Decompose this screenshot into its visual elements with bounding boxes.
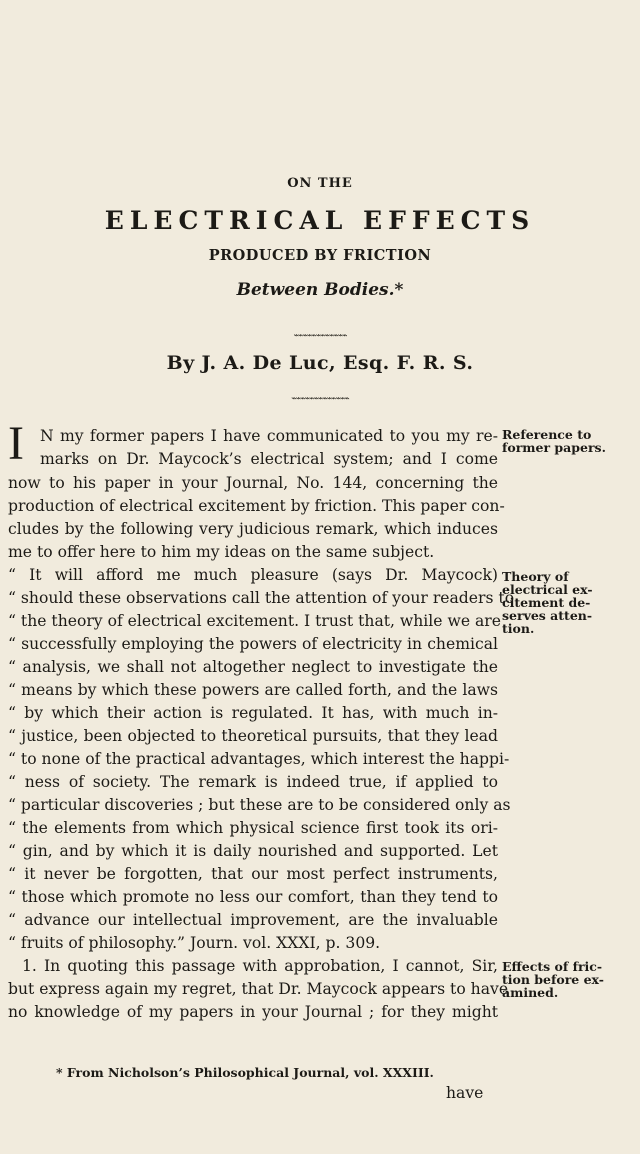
text-line: “ means by which these powers are called forth, and the laws bbox=[8, 681, 498, 699]
text-line: “ fruits of philosophy.” Journ. vol. XXXI, p. 309. bbox=[8, 934, 381, 952]
text-line: me to offer here to him my ideas on the same subject. bbox=[8, 543, 435, 561]
text-line: marks on Dr. Maycock’s electrical system; and I come bbox=[40, 450, 498, 468]
article-title: ELECTRICAL EFFECTS bbox=[104, 206, 536, 235]
article-subtitle: PRODUCED BY FRICTION bbox=[208, 247, 432, 264]
text-line: N my former papers I have communicated to you my re- bbox=[40, 427, 498, 445]
text-line: “ to none of the practical advantages, which interest the happi- bbox=[8, 750, 510, 768]
text-line: “ should these observations call the attention of your readers to bbox=[8, 589, 515, 607]
text-line: 1. In quoting this passage with approbation, I cannot, Sir, bbox=[22, 957, 498, 975]
text-line: production of electrical excitement by friction. This paper con- bbox=[8, 497, 505, 515]
text-line: “ it never be forgotten, that our most perfect instruments, bbox=[8, 865, 498, 883]
ornament-rule-bottom: ⌁⌁⌁⌁⌁⌁⌁⌁⌁⌁⌁⌁⌁ bbox=[291, 394, 349, 404]
footnote: * From Nicholson’s Philosophical Journal, vol. XXXIII. bbox=[56, 1065, 434, 1080]
text-line: “ successfully employing the powers of electricity in chemical bbox=[8, 635, 498, 653]
text-line: “ those which promote no less our comfort, than they tend to bbox=[8, 888, 498, 906]
text-line: “ ness of society. The remark is indeed true, if applied to bbox=[8, 773, 498, 791]
text-line: “ particular discoveries ; but these are to be considered only as bbox=[8, 796, 511, 814]
text-line: now to his paper in your Journal, No. 144, concerning the bbox=[8, 474, 498, 492]
text-line: “ the theory of electrical excitement. I trust that, while we are bbox=[8, 612, 501, 630]
text-line: “ the elements from which physical science first took its ori- bbox=[8, 819, 498, 837]
marginal-note-theory: Theory of electrical ex- citement de- serves atten- tion. bbox=[502, 569, 593, 636]
marginal-note-reference: Reference to former papers. bbox=[502, 427, 606, 455]
title-prefix: ON THE bbox=[287, 176, 353, 191]
text-line: “ by which their action is regulated. It has, with much in- bbox=[8, 704, 498, 722]
text-line: “ It will afford me much pleasure (says Dr. Maycock) bbox=[8, 566, 498, 584]
article-subtitle-italic: Between Bodies.* bbox=[236, 280, 404, 300]
text-line: “ justice, been objected to theoretical pursuits, that they lead bbox=[8, 727, 498, 745]
text-line: but express again my regret, that Dr. Maycock appears to have bbox=[8, 980, 509, 998]
catchword: have bbox=[446, 1084, 484, 1102]
text-line: “ advance our intellectual improvement, are the invaluable bbox=[8, 911, 498, 929]
text-line: no knowledge of my papers in your Journal ; for they might bbox=[8, 1003, 498, 1021]
marginal-note-effects: Effects of fric- tion before ex- amined. bbox=[502, 959, 604, 1000]
text-line: “ analysis, we shall not altogether neglect to investigate the bbox=[8, 658, 498, 676]
drop-cap: I bbox=[8, 417, 24, 470]
author-byline: By J. A. De Luc, Esq. F. R. S. bbox=[166, 352, 474, 374]
text-line: cludes by the following very judicious remark, which induces bbox=[8, 520, 498, 538]
text-line: “ gin, and by which it is daily nourished and supported. Let bbox=[8, 842, 498, 860]
ornament-rule-top: ⌁⌁⌁⌁⌁⌁⌁⌁⌁⌁⌁⌁ bbox=[293, 331, 347, 341]
